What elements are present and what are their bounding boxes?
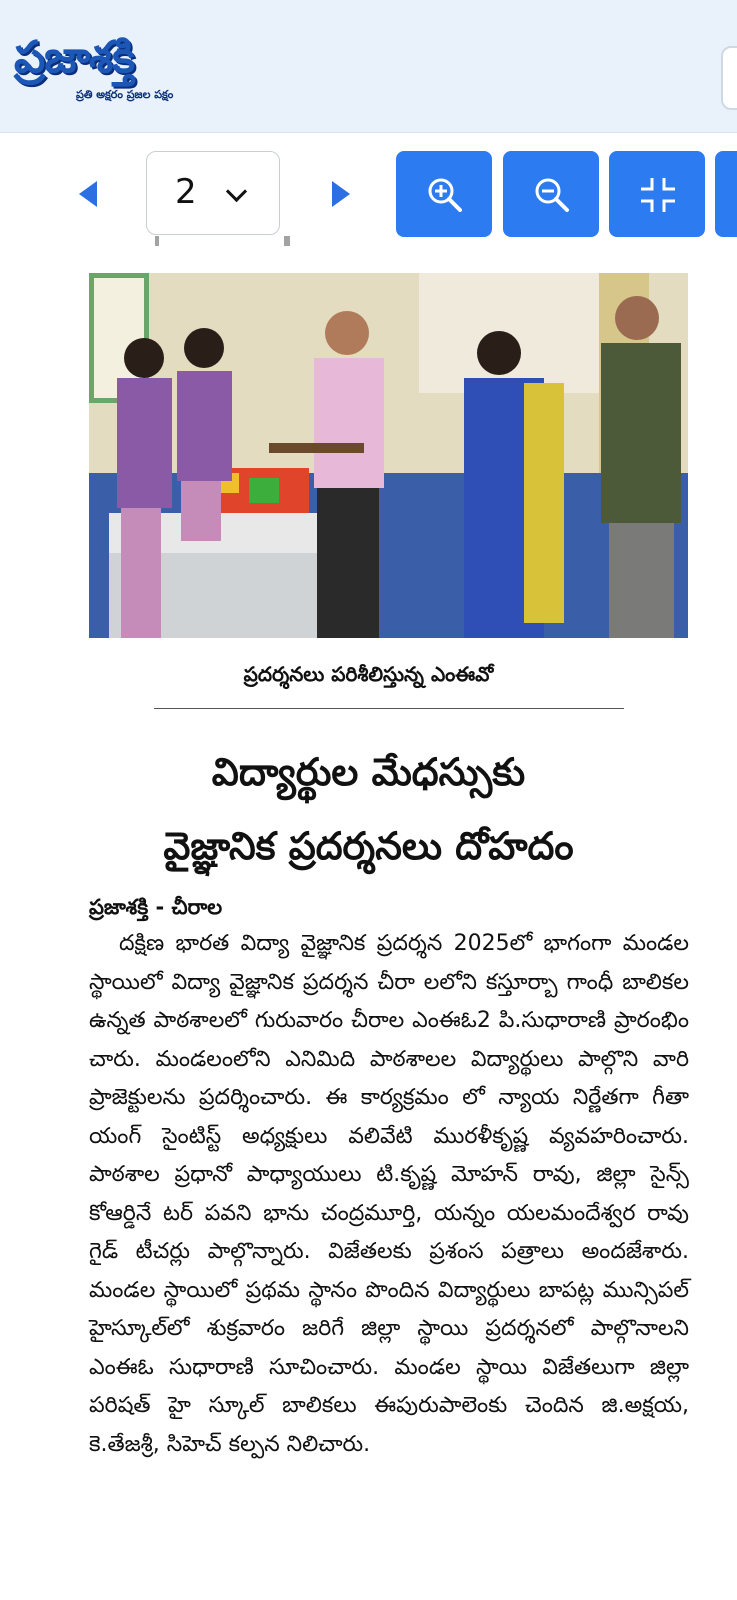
headline-line-2: వైజ్ఞానిక ప్రదర్శనలు దోహదం — [163, 824, 574, 868]
chevron-down-icon — [226, 181, 247, 202]
menu-button[interactable] — [721, 46, 737, 110]
page-toolbar — [0, 133, 737, 249]
clipping-edge — [150, 236, 310, 246]
more-button[interactable] — [715, 151, 737, 237]
logo-tagline: ప్రతి అక్షరం ప్రజల పక్షం — [76, 88, 174, 101]
logo-title: ప్రజాశక్తి — [14, 32, 135, 83]
fit-screen-icon — [639, 176, 677, 214]
byline: ప్రజాశక్తి - చీరాల — [89, 895, 223, 919]
chevron-left-icon[interactable] — [79, 181, 97, 207]
zoom-out-icon — [533, 176, 571, 214]
caption-divider — [154, 708, 624, 709]
prajasakti-logo[interactable] — [14, 30, 254, 108]
chevron-right-icon[interactable] — [332, 181, 350, 207]
zoom-in-button[interactable] — [396, 151, 492, 237]
zoom-out-button[interactable] — [503, 151, 599, 237]
photo-illustration — [89, 273, 688, 638]
fit-screen-button[interactable] — [609, 151, 705, 237]
headline-line-1: విద్యార్థుల మేధస్సుకు — [211, 750, 526, 794]
page-number: 2 — [175, 172, 197, 212]
page-select[interactable] — [146, 151, 280, 235]
photo-caption: ప్రదర్శనలు పరిశీలిస్తున్న ఎంఈవో — [243, 662, 494, 686]
article-photo — [89, 273, 688, 638]
zoom-in-icon — [426, 176, 464, 214]
article-body: దక్షిణ భారత విద్యా వైజ్ఞానిక ప్రదర్శన 2025లో భాగంగా మండల స్థాయిలో విద్యా వైజ్ఞానిక ప్రదర్శన చీరా లలోని కస్తూర్బా గాంధీ బాలికల ఉన్నత పాఠశాలలో గురువారం చీరాల ఎంఈఓ2 పి.సుధారాణి ప్రారంభిం చారు. మండలంలోని ఎనిమిది పాఠశాలల విద్యార్థులు పాల్గొని వారి ప్రాజెక్టులను ప్రదర్శించారు. ఈ కార్యక్రమం లో న్యాయ నిర్ణేతగా గీతా యంగ్ సైంటిస్ట్ అధ్యక్షులు వలివేటి మురళీకృష్ణ వ్యవహరించారు. పాఠశాల ప్రధానో పాధ్యాయులు టి.కృష్ణ మోహన్ రావు, జిల్లా సైన్స్ కోఆర్డినే టర్ పవని భాను చంద్రమూర్తి, యన్నం యలమందేశ్వర రావు గైడ్ టీచర్లు పాల్గొన్నారు. విజేతలకు ప్రశంస పత్రాలు అందజేశారు. మండల స్థాయిలో ప్రథమ స్థానం పొందిన విద్యార్థులు బాపట్ల మున్సిపల్ హైస్కూల్‌లో శుక్రవారం జరిగే జిల్లా స్థాయి ప్రదర్శనలో పాల్గొనాలని ఎంఈఓ సుధారాణి సూచించారు. మండల స్థాయి విజేతలుగా జిల్లా పరిషత్ హై స్కూల్ బాలికలు ఈపురుపాలెంకు చెందిన జి.అక్షయ, కె.తేజశ్రీ, సిహెచ్ కల్పన నిలిచారు. — [89, 931, 689, 1457]
app-header — [0, 0, 737, 133]
